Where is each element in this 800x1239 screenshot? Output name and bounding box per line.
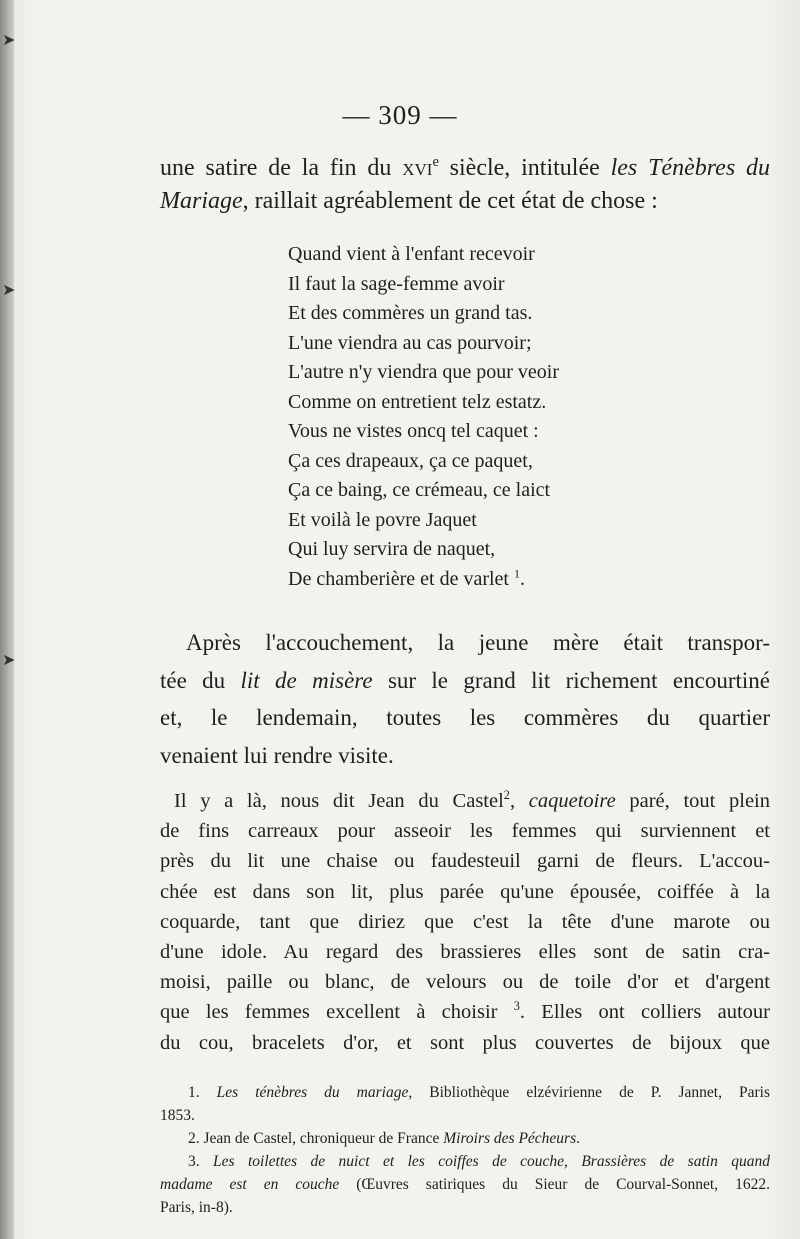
paragraph-line: que les femmes excellent à choisir $^3$. Elles ont colliers autour	[160, 999, 770, 1024]
poem-line: Et des commères un grand tas.	[288, 302, 533, 324]
paragraph-line: de fins carreaux pour asseoir les femmes qui surviennent et	[160, 820, 770, 843]
paragraph-line: près du lit une chaise ou faudesteuil garni de fleurs. L'accou-	[160, 850, 770, 873]
footnote-ref: 2	[503, 788, 510, 803]
poem-line: De chamberière et de varlet $^1$.	[288, 565, 525, 590]
footnote-3-end: Paris, in-8).	[160, 1199, 233, 1216]
poem-line: Il faut la sage-femme avoir	[288, 272, 505, 295]
page-number: — 309 —	[342, 100, 458, 130]
poem-line: Comme on entretient telz estatz.	[288, 390, 547, 413]
paragraph-line: Après l'accouchement, la jeune mère était transpor-	[186, 630, 770, 655]
poem-line: Ça ce baing, ce crémeau, ce laict	[288, 479, 551, 501]
footnote-ref: 1	[513, 565, 520, 580]
poem-line: L'une viendra au cas pourvoir;	[288, 331, 532, 354]
paragraph-line: moisi, paille ou blanc, de velours ou de toile d'or et d'argent	[160, 971, 770, 994]
paragraph-line: d'une idole. Au regard des brassieres elles sont de satin cra-	[160, 941, 770, 964]
poem-line: Vous ne vistes oncq tel caquet :	[288, 420, 539, 442]
quote-paragraph	[160, 786, 770, 1058]
footnotes	[160, 1081, 770, 1219]
margin-mark: ➤	[2, 282, 16, 299]
paragraph-line: Il y a là, nous dit Jean du Castel$^2$, caquetoire paré, tout plein	[174, 788, 771, 812]
intro-paragraph	[160, 152, 770, 218]
paragraph-line: coquarde, tant que diriez que c'est la tête d'une marote ou	[160, 910, 770, 933]
footnote-2: 2. Jean de Castel, chroniqueur de France Miroirs des Pécheurs.	[188, 1130, 580, 1147]
intro-line-2: Mariage, raillait agréablement de cet état de chose :	[160, 188, 658, 214]
poem	[288, 240, 559, 594]
paragraph-line: et, le lendemain, toutes les commères du quartier	[160, 705, 770, 730]
footnote-3-cont: madame est en couche (Œuvres satiriques du Sieur de Courval-Sonnet, 1622.	[160, 1176, 770, 1193]
poem-line: Ça ces drapeaux, ça ce paquet,	[288, 449, 533, 472]
paragraph-line: du cou, bracelets d'or, et sont plus couvertes de bijoux que	[160, 1031, 770, 1054]
intro-line-1: une satire de la fin du xvi$^e$ siècle, intitulée les Ténèbres du	[160, 154, 770, 181]
footnote-3: 3. Les toilettes de nuict et les coiffes de couche, Brassières de satin quand	[188, 1153, 770, 1170]
margin-mark: ➤	[2, 32, 16, 49]
body-paragraph	[160, 624, 770, 774]
page-binding-edge	[0, 0, 14, 1239]
paragraph-line: chée est dans son lit, plus parée qu'une épousée, coiffée à la	[160, 880, 770, 903]
footnote-1-cont: 1853.	[160, 1107, 195, 1124]
poem-line: Qui luy servira de naquet,	[288, 538, 496, 560]
poem-line: Et voilà le povre Jaquet	[288, 508, 477, 531]
footnote-1: 1. Les ténèbres du mariage, Bibliothèque elzévirienne de P. Jannet, Paris	[188, 1084, 771, 1101]
paragraph-line: venaient lui rendre visite.	[160, 742, 394, 768]
poem-line: L'autre n'y viendra que pour veoir	[288, 361, 559, 383]
footnote-ref: 3	[513, 999, 520, 1014]
paragraph-line: tée du lit de misère sur le grand lit richement encourtiné	[160, 667, 770, 693]
poem-line: Quand vient à l'enfant recevoir	[288, 243, 535, 265]
margin-mark: ➤	[2, 652, 16, 669]
